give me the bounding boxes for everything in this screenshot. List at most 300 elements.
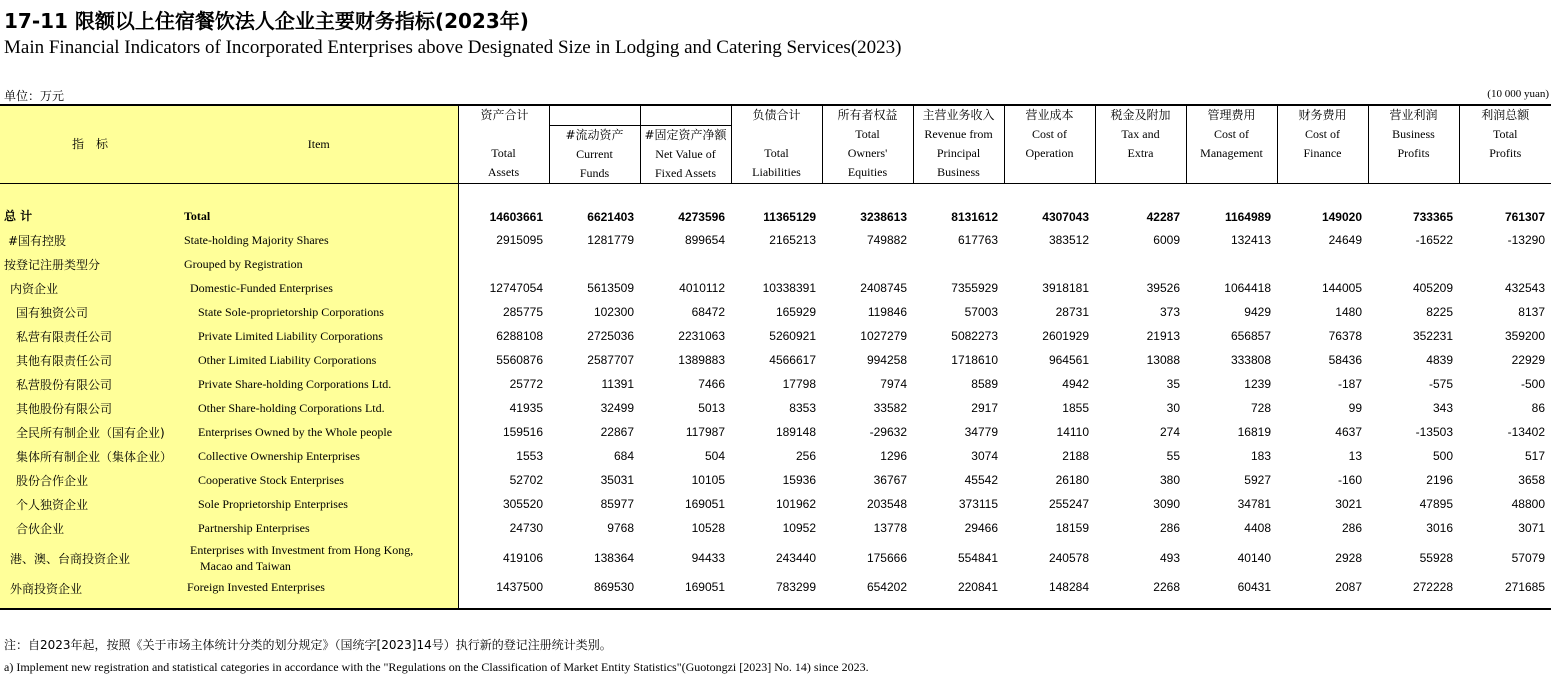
table-row bbox=[0, 444, 1551, 468]
table-cell: 9768 bbox=[607, 521, 634, 535]
row-label-cn: 港、澳、台商投资企业 bbox=[0, 540, 180, 576]
table-cell: 1389883 bbox=[678, 353, 725, 367]
table-cell: 305520 bbox=[458, 492, 549, 516]
table-cell: 48800 bbox=[1511, 497, 1545, 511]
table-cell bbox=[822, 252, 913, 276]
header-total-profits bbox=[1459, 105, 1551, 184]
spacer-cell bbox=[1459, 184, 1551, 193]
row-label-cn: 其他股份有限公司 bbox=[0, 396, 180, 420]
header-owners-equities-en1: Owners' bbox=[847, 146, 888, 160]
table-cell: 45542 bbox=[964, 473, 998, 487]
table-cell: 29466 bbox=[964, 521, 998, 535]
header-cost-finance-cn: 财务费用 bbox=[1298, 108, 1347, 122]
table-row bbox=[0, 192, 1551, 228]
table-cell bbox=[1095, 252, 1186, 276]
row-label-en: Private Share-holding Corporations Ltd. bbox=[180, 372, 458, 396]
table-cell: 3016 bbox=[1426, 521, 1453, 535]
table-cell: 1296 bbox=[880, 449, 907, 463]
header-indicator-label: 指 标 bbox=[71, 137, 108, 151]
table-cell: 4307043 bbox=[1042, 210, 1089, 224]
spacer-cell bbox=[1095, 184, 1186, 193]
table-cell: 3090 bbox=[1153, 497, 1180, 511]
table-cell bbox=[640, 252, 731, 276]
table-cell: 117987 bbox=[685, 425, 725, 439]
table-cell: 35 bbox=[1166, 377, 1180, 391]
table-cell bbox=[549, 252, 640, 276]
table-cell: 5927 bbox=[1244, 473, 1271, 487]
table-cell: 102300 bbox=[593, 305, 634, 319]
table-cell: 1480 bbox=[1335, 305, 1362, 319]
header-cost-operation-en0: Cost of bbox=[1031, 127, 1067, 141]
table-cell: 2928 bbox=[1335, 551, 1362, 565]
table-cell: 40140 bbox=[1237, 551, 1271, 565]
table-cell: 57003 bbox=[964, 305, 998, 319]
table-cell bbox=[458, 252, 549, 276]
header-business-profits-en1: Profits bbox=[1397, 146, 1430, 160]
header-owners-equities-en2: Equities bbox=[847, 165, 888, 179]
row-label-en: State Sole-proprietorship Corporations bbox=[180, 300, 458, 324]
table-cell: 24649 bbox=[1328, 233, 1362, 247]
table-cell: 761307 bbox=[1504, 210, 1545, 224]
table-cell: 5013 bbox=[698, 401, 725, 415]
table-cell: 10528 bbox=[691, 521, 725, 535]
table-cell: 1027279 bbox=[860, 329, 907, 343]
table-cell: 4010112 bbox=[679, 281, 725, 295]
table-cell bbox=[1368, 252, 1459, 276]
header-current-funds-en1: Current bbox=[576, 147, 613, 161]
header-total-liabilities-en2: Liabilities bbox=[752, 165, 801, 179]
table-cell: 2231063 bbox=[678, 329, 725, 343]
header-total-assets-en2: Assets bbox=[487, 165, 520, 179]
table-cell: 175666 bbox=[866, 551, 907, 565]
table-cell: 3238613 bbox=[860, 210, 907, 224]
table-cell: 3658 bbox=[1518, 473, 1545, 487]
table-cell: 8137 bbox=[1518, 305, 1545, 319]
table-cell: 220841 bbox=[913, 576, 1004, 609]
table-cell: 5613509 bbox=[587, 281, 634, 295]
table-cell: 12747054 bbox=[458, 276, 549, 300]
table-cell: 2917 bbox=[971, 401, 998, 415]
table-cell: 656857 bbox=[1230, 329, 1271, 343]
table-cell: 2725036 bbox=[587, 329, 634, 343]
table-cell: 333808 bbox=[1230, 353, 1271, 367]
header-cost-operation-cn: 营业成本 bbox=[1025, 108, 1074, 122]
table-cell: 16819 bbox=[1237, 425, 1271, 439]
table-cell: 28731 bbox=[1055, 305, 1089, 319]
row-label-en: Domestic-Funded Enterprises bbox=[180, 276, 458, 300]
header-fixed-assets-en1: Net Value of bbox=[655, 147, 716, 161]
table-row bbox=[0, 252, 1551, 276]
table-cell: 1553 bbox=[458, 444, 549, 468]
table-cell: 352231 bbox=[1412, 329, 1453, 343]
footnote-en: a) Implement new registration and statistical categories in accordance with the "Regulations on the Classification of Market Entity Statistics"(Guotongzi [2023] No. 14) since 2023. bbox=[4, 660, 869, 674]
table-cell: 3071 bbox=[1518, 521, 1545, 535]
table-cell: 5260921 bbox=[769, 329, 816, 343]
table-cell: 68472 bbox=[691, 305, 725, 319]
spacer-cell bbox=[180, 184, 458, 193]
table-cell: 272228 bbox=[1368, 576, 1459, 609]
header-cost-management-en0: Cost of bbox=[1213, 127, 1249, 141]
table-cell: 4273596 bbox=[678, 210, 725, 224]
row-label-en: Other Limited Liability Corporations bbox=[180, 348, 458, 372]
table-cell: 500 bbox=[1432, 449, 1453, 463]
row-label-cn: 合伙企业 bbox=[0, 516, 180, 540]
table-cell: 33582 bbox=[873, 401, 907, 415]
table-cell: 32499 bbox=[600, 401, 634, 415]
header-tax-extra-cn: 税金及附加 bbox=[1110, 108, 1171, 122]
table-cell: 3074 bbox=[971, 449, 998, 463]
table-cell: 271685 bbox=[1459, 576, 1551, 609]
table-row bbox=[0, 468, 1551, 492]
row-label-en: Sole Proprietorship Enterprises bbox=[180, 492, 458, 516]
table-cell: 119846 bbox=[867, 305, 907, 319]
table-cell: 144005 bbox=[1321, 281, 1362, 295]
table-cell: 2188 bbox=[1062, 449, 1089, 463]
spacer-cell bbox=[549, 184, 640, 193]
table-cell: 6288108 bbox=[458, 324, 549, 348]
table-cell: -13503 bbox=[1415, 425, 1453, 439]
table-cell: 55 bbox=[1166, 449, 1180, 463]
table-cell: 274 bbox=[1159, 425, 1180, 439]
table-cell: 3918181 bbox=[1042, 281, 1089, 295]
table-row bbox=[0, 396, 1551, 420]
row-label-cn: 总 计 bbox=[0, 192, 180, 228]
row-label-cn: 股份合作企业 bbox=[0, 468, 180, 492]
table-title-en: Main Financial Indicators of Incorporated Enterprises above Designated Size in Lodging and Catering Services(2023) bbox=[4, 37, 902, 58]
table-cell: -160 bbox=[1337, 473, 1362, 487]
table-cell: 2268 bbox=[1095, 576, 1186, 609]
table-cell: 359200 bbox=[1504, 329, 1545, 343]
header-total-profits-en1: Profits bbox=[1489, 146, 1522, 160]
header-cost-operation-en1: Operation bbox=[1025, 146, 1074, 160]
table-cell: 13 bbox=[1348, 449, 1362, 463]
table-cell: 5082273 bbox=[951, 329, 998, 343]
table-cell: 169051 bbox=[640, 576, 731, 609]
row-label-en: Other Share-holding Corporations Ltd. bbox=[180, 396, 458, 420]
table-cell: 2915095 bbox=[458, 228, 549, 252]
table-cell: 1239 bbox=[1244, 377, 1271, 391]
table-cell: 15936 bbox=[782, 473, 816, 487]
table-cell: 2196 bbox=[1426, 473, 1453, 487]
table-cell: 373115 bbox=[958, 497, 998, 511]
table-cell: 8225 bbox=[1426, 305, 1453, 319]
table-cell: 405209 bbox=[1412, 281, 1453, 295]
header-total-liabilities-cn: 负债合计 bbox=[752, 108, 801, 122]
row-label-en: Total bbox=[180, 192, 458, 228]
table-cell: 2601929 bbox=[1042, 329, 1089, 343]
table-cell: 7974 bbox=[880, 377, 907, 391]
table-row bbox=[0, 492, 1551, 516]
table-cell: 14110 bbox=[1056, 425, 1089, 439]
table-cell: 6009 bbox=[1153, 233, 1180, 247]
spacer-row bbox=[0, 184, 1551, 193]
row-label-cn: 内资企业 bbox=[0, 276, 180, 300]
table-cell: 10952 bbox=[782, 521, 816, 535]
table-cell: 86 bbox=[1531, 401, 1545, 415]
row-label-cn: #国有控股 bbox=[0, 228, 180, 252]
table-cell: 1718610 bbox=[951, 353, 998, 367]
header-current-funds-cn: #流动资产 bbox=[550, 125, 640, 145]
row-label-cn: 私营有限责任公司 bbox=[0, 324, 180, 348]
table-cell: 964561 bbox=[1048, 353, 1089, 367]
table-cell: 10105 bbox=[691, 473, 725, 487]
table-cell: 21913 bbox=[1146, 329, 1180, 343]
table-cell: 183 bbox=[1250, 449, 1271, 463]
table-row bbox=[0, 324, 1551, 348]
table-cell: 380 bbox=[1159, 473, 1180, 487]
row-label-cn: 其他有限责任公司 bbox=[0, 348, 180, 372]
table-cell: 240578 bbox=[1048, 551, 1089, 565]
header-business-profits-en0: Business bbox=[1392, 127, 1435, 141]
table-cell: 4408 bbox=[1244, 521, 1271, 535]
table-cell: 8589 bbox=[971, 377, 998, 391]
row-label-en-line1: Enterprises with Investment from Hong Kong, bbox=[190, 543, 414, 557]
table-cell: -29632 bbox=[869, 425, 907, 439]
header-cost-management-cn: 管理费用 bbox=[1207, 108, 1256, 122]
table-row bbox=[0, 420, 1551, 444]
spacer-cell bbox=[1004, 184, 1095, 193]
table-row bbox=[0, 228, 1551, 252]
table-row bbox=[0, 576, 1551, 609]
table-cell: 4942 bbox=[1062, 377, 1089, 391]
table-cell bbox=[1004, 252, 1095, 276]
header-cost-management-en1: Management bbox=[1200, 146, 1263, 160]
table-cell: 99 bbox=[1348, 401, 1362, 415]
table-cell: 256 bbox=[795, 449, 816, 463]
table-cell: 60431 bbox=[1186, 576, 1277, 609]
table-cell: -187 bbox=[1337, 377, 1362, 391]
table-cell: 41935 bbox=[458, 396, 549, 420]
table-cell: 4839 bbox=[1426, 353, 1453, 367]
header-revenue-cn: 主营业务收入 bbox=[922, 108, 995, 122]
table-cell: 39526 bbox=[1146, 281, 1180, 295]
table-cell: 8131612 bbox=[951, 210, 998, 224]
table-cell: 26180 bbox=[1055, 473, 1089, 487]
header-revenue bbox=[913, 105, 1004, 184]
table-cell: 148284 bbox=[1004, 576, 1095, 609]
row-label-en: State-holding Majority Shares bbox=[180, 228, 458, 252]
table-cell: 36767 bbox=[873, 473, 907, 487]
header-fixed-assets bbox=[640, 105, 731, 184]
row-label-cn: 按登记注册类型分 bbox=[0, 252, 180, 276]
table-cell: 2587707 bbox=[587, 353, 634, 367]
header-owners-equities-en0: Total bbox=[855, 127, 880, 141]
header-indicator bbox=[0, 105, 180, 184]
table-cell: 57079 bbox=[1511, 551, 1545, 565]
header-fixed-assets-en2: Fixed Assets bbox=[654, 166, 716, 180]
table-cell: 432543 bbox=[1504, 281, 1545, 295]
table-cell: 5560876 bbox=[458, 348, 549, 372]
unit-label-cn: 单位：万元 bbox=[4, 89, 65, 103]
table-row bbox=[0, 516, 1551, 540]
header-total-profits-cn: 利润总额 bbox=[1481, 108, 1530, 122]
table-cell: 189148 bbox=[775, 425, 816, 439]
table-cell: 11365129 bbox=[763, 210, 816, 224]
table-cell: 7466 bbox=[698, 377, 725, 391]
table-cell: 25772 bbox=[458, 372, 549, 396]
table-cell: 2087 bbox=[1277, 576, 1368, 609]
financial-indicators-table bbox=[0, 104, 1551, 610]
table-cell: 728 bbox=[1250, 401, 1271, 415]
table-cell: 159516 bbox=[458, 420, 549, 444]
table-cell: 30 bbox=[1166, 401, 1180, 415]
table-cell: 22867 bbox=[600, 425, 634, 439]
header-business-profits-cn: 营业利润 bbox=[1389, 108, 1438, 122]
table-cell: 101962 bbox=[775, 497, 816, 511]
header-fixed-assets-cn: #固定资产净额 bbox=[641, 125, 731, 145]
table-cell: 2408745 bbox=[860, 281, 907, 295]
table-cell: 203548 bbox=[866, 497, 907, 511]
header-cost-finance bbox=[1277, 105, 1368, 184]
table-cell: 1164989 bbox=[1224, 210, 1271, 224]
header-total-assets-en1: Total bbox=[491, 146, 516, 160]
table-cell: 504 bbox=[704, 449, 725, 463]
row-label-en: Foreign Invested Enterprises bbox=[180, 576, 458, 609]
table-cell: 899654 bbox=[684, 233, 725, 247]
table-cell: 34781 bbox=[1237, 497, 1271, 511]
table-cell: 733365 bbox=[1412, 210, 1453, 224]
table-cell: 684 bbox=[613, 449, 634, 463]
spacer-cell bbox=[1186, 184, 1277, 193]
spacer-cell bbox=[913, 184, 1004, 193]
table-cell: 869530 bbox=[549, 576, 640, 609]
table-cell: 132413 bbox=[1230, 233, 1271, 247]
header-owners-equities-cn: 所有者权益 bbox=[837, 108, 898, 122]
spacer-cell bbox=[458, 184, 549, 193]
table-cell bbox=[913, 252, 1004, 276]
table-cell: 35031 bbox=[600, 473, 634, 487]
header-tax-extra bbox=[1095, 105, 1186, 184]
table-cell: 554841 bbox=[957, 551, 998, 565]
spacer-cell bbox=[731, 184, 822, 193]
table-row bbox=[0, 276, 1551, 300]
table-cell: 4566617 bbox=[769, 353, 816, 367]
table-cell: 14603661 bbox=[458, 192, 549, 228]
header-tax-extra-en1: Extra bbox=[1127, 146, 1154, 160]
footnote-cn: 注：自2023年起，按照《关于市场主体统计分类的划分规定》（国统字[2023]14号）执行新的登记注册统计类别。 bbox=[4, 638, 612, 652]
table-cell: 9429 bbox=[1244, 305, 1271, 319]
table-cell: 17798 bbox=[782, 377, 816, 391]
header-business-profits bbox=[1368, 105, 1459, 184]
table-cell: 285775 bbox=[458, 300, 549, 324]
table-cell: 52702 bbox=[458, 468, 549, 492]
table-cell: -13290 bbox=[1507, 233, 1545, 247]
table-cell: 373 bbox=[1159, 305, 1180, 319]
header-cost-operation bbox=[1004, 105, 1095, 184]
spacer-cell bbox=[1277, 184, 1368, 193]
table-cell: 94433 bbox=[691, 551, 725, 565]
spacer-cell bbox=[0, 184, 180, 193]
table-cell bbox=[731, 252, 822, 276]
header-tax-extra-en0: Tax and bbox=[1121, 127, 1160, 141]
header-total-liabilities-en1: Total bbox=[764, 146, 789, 160]
table-cell: 13778 bbox=[873, 521, 907, 535]
row-label-en-line2: Macao and Taiwan bbox=[200, 559, 291, 573]
table-cell: 783299 bbox=[731, 576, 822, 609]
row-label-cn: 国有独资公司 bbox=[0, 300, 180, 324]
table-cell: -500 bbox=[1520, 377, 1545, 391]
table-title-cn: 17-11 限额以上住宿餐饮法人企业主要财务指标(2023年) bbox=[4, 9, 529, 33]
header-current-funds-en2: Funds bbox=[579, 166, 610, 180]
table-cell: 3021 bbox=[1335, 497, 1362, 511]
row-label-en: Cooperative Stock Enterprises bbox=[180, 468, 458, 492]
spacer-cell bbox=[822, 184, 913, 193]
table-cell: 255247 bbox=[1048, 497, 1089, 511]
table-cell: 165929 bbox=[775, 305, 816, 319]
row-label-en: Private Limited Liability Corporations bbox=[180, 324, 458, 348]
table-cell: 4637 bbox=[1335, 425, 1362, 439]
row-label-cn: 外商投资企业 bbox=[0, 576, 180, 609]
table-cell: 286 bbox=[1159, 521, 1180, 535]
table-cell: 13088 bbox=[1146, 353, 1180, 367]
header-revenue-en0: Revenue from bbox=[924, 127, 993, 141]
table-cell bbox=[1186, 252, 1277, 276]
table-cell: 1064418 bbox=[1224, 281, 1271, 295]
table-cell: 243440 bbox=[775, 551, 816, 565]
table-cell: 383512 bbox=[1048, 233, 1089, 247]
row-label-cn: 集体所有制企业（集体企业） bbox=[0, 444, 180, 468]
table-cell: 617763 bbox=[957, 233, 998, 247]
table-cell bbox=[1459, 252, 1551, 276]
table-cell: 654202 bbox=[822, 576, 913, 609]
table-row bbox=[0, 540, 1551, 576]
header-owners-equities bbox=[822, 105, 913, 184]
unit-label-en: (10 000 yuan) bbox=[1487, 88, 1549, 100]
spacer-cell bbox=[640, 184, 731, 193]
header-total-assets-cn: 资产合计 bbox=[480, 108, 529, 122]
spacer-cell bbox=[1368, 184, 1459, 193]
table-cell: 7355929 bbox=[951, 281, 998, 295]
table-cell: -16522 bbox=[1415, 233, 1453, 247]
table-cell: 1855 bbox=[1062, 401, 1089, 415]
table-cell: 169051 bbox=[684, 497, 725, 511]
table-cell: 58436 bbox=[1328, 353, 1362, 367]
row-label-en: Partnership Enterprises bbox=[180, 516, 458, 540]
table-cell bbox=[1277, 252, 1368, 276]
table-cell: 517 bbox=[1524, 449, 1545, 463]
table-row bbox=[0, 300, 1551, 324]
table-cell: 1281779 bbox=[587, 233, 634, 247]
header-revenue-en1: Principal bbox=[936, 146, 981, 160]
table-cell: 18159 bbox=[1055, 521, 1089, 535]
table-cell: 138364 bbox=[593, 551, 634, 565]
table-cell: 286 bbox=[1341, 521, 1362, 535]
header-total-liabilities bbox=[731, 105, 822, 184]
table-cell: 34779 bbox=[964, 425, 998, 439]
table-cell: 749882 bbox=[866, 233, 907, 247]
table-cell: 76378 bbox=[1328, 329, 1362, 343]
table-cell: 1437500 bbox=[458, 576, 549, 609]
table-cell: 994258 bbox=[866, 353, 907, 367]
row-label-en: Collective Ownership Enterprises bbox=[180, 444, 458, 468]
table-cell: 42287 bbox=[1146, 210, 1180, 224]
row-label-cn: 个人独资企业 bbox=[0, 492, 180, 516]
table-cell: 2165213 bbox=[769, 233, 816, 247]
row-label-en bbox=[180, 540, 458, 576]
table-cell: 419106 bbox=[458, 540, 549, 576]
table-cell: 8353 bbox=[789, 401, 816, 415]
row-label-cn: 全民所有制企业（国有企业) bbox=[0, 420, 180, 444]
table-cell: 22929 bbox=[1511, 353, 1545, 367]
table-cell: 85977 bbox=[600, 497, 634, 511]
table-row bbox=[0, 348, 1551, 372]
header-item-label: Item bbox=[307, 137, 330, 151]
table-cell: 343 bbox=[1432, 401, 1453, 415]
row-label-en: Grouped by Registration bbox=[180, 252, 458, 276]
table-body bbox=[0, 184, 1551, 610]
header-cost-finance-en1: Finance bbox=[1303, 146, 1342, 160]
header-current-funds bbox=[549, 105, 640, 184]
